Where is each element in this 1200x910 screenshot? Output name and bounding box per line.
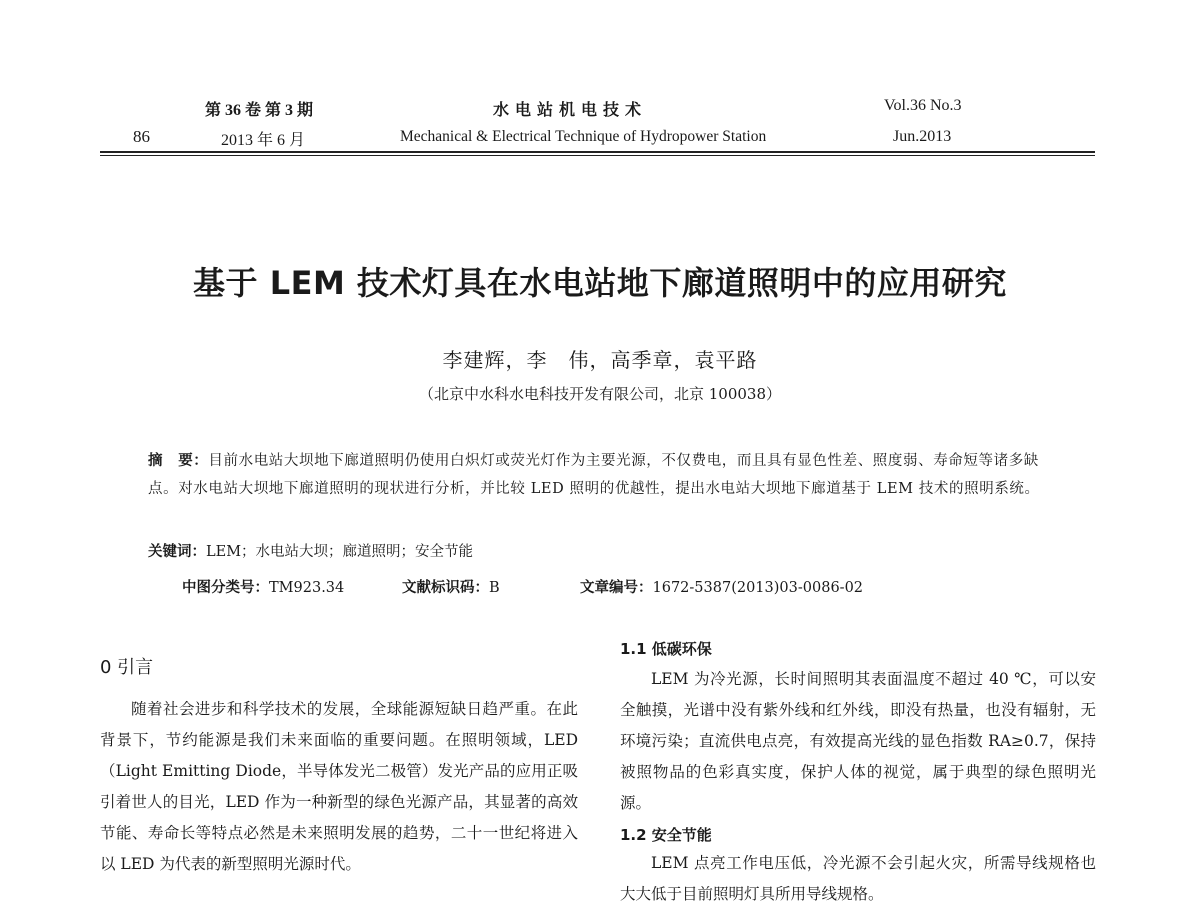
clc-value: TM923.34	[269, 580, 345, 596]
article-number	[580, 576, 863, 597]
clc-number	[182, 576, 344, 597]
abstract	[148, 447, 1058, 503]
section-1-2-heading: 1.2 安全节能	[620, 826, 712, 844]
section-1-1-paragraph: LEM 为冷光源，长时间照明其表面温度不超过 40 ℃，可以安全触摸，光谱中没有紫外线和红外线，即没有热量，也没有辐射，无环境污染；直流供电点亮，有效提高光线的显色指数 RA≥0.7，保持被照物品的色彩真实度，保护人体的视觉，属于典型的绿色照明光源。	[620, 670, 1096, 812]
doc-label: 文献标识码：	[402, 580, 489, 596]
header-journal-cn: 水 电 站 机 电 技 术	[493, 102, 643, 119]
paper-title: 基于 LEM 技术灯具在水电站地下廊道照明中的应用研究	[193, 264, 1007, 302]
header-volume-en: Vol.36 No.3	[884, 97, 962, 114]
document-code	[402, 576, 500, 597]
header-journal-en: Mechanical & Electrical Technique of Hydropower Station	[400, 128, 767, 145]
article-value: 1672-5387(2013)03-0086-02	[652, 580, 864, 596]
page-number: 86	[133, 127, 150, 146]
keywords-text: LEM；水电站大坝；廊道照明；安全节能	[206, 544, 474, 560]
doc-value: B	[489, 580, 500, 596]
article-label: 文章编号：	[580, 580, 653, 596]
abstract-label: 摘 要：	[148, 453, 209, 469]
clc-label: 中图分类号：	[182, 580, 269, 596]
section-1-2-paragraph: LEM 点亮工作电压低，冷光源不会引起火灾，所需导线规格也大大低于目前照明灯具所用导线规格。	[620, 854, 1096, 903]
affiliation: （北京中水科水电科技开发有限公司，北京 100038）	[418, 385, 782, 403]
keywords	[148, 540, 473, 561]
header-rule-thick	[100, 151, 1095, 153]
intro-body	[100, 694, 578, 880]
header-date-en: Jun.2013	[893, 128, 952, 145]
intro-heading: 0 引言	[100, 657, 154, 678]
keywords-label: 关键词：	[148, 544, 206, 560]
abstract-text: 目前水电站大坝地下廊道照明仍使用白炽灯或荧光灯作为主要光源，不仅费电，而且具有显色性差、照度弱、寿命短等诸多缺点。对水电站大坝地下廊道照明的现状进行分析，并比较 LED 照明的优越性，提出水电站大坝地下廊道基于 LEM 技术的照明系统。	[148, 453, 1040, 497]
header-date-cn: 2013 年 6 月	[221, 132, 306, 149]
author-list: 李建辉，李 伟，高季章，袁平路	[442, 348, 758, 372]
header-rule-thin	[100, 155, 1095, 156]
section-1-2-body	[620, 848, 1096, 910]
header-volume-cn: 第 36 卷 第 3 期	[205, 102, 314, 119]
section-1-1-body	[620, 664, 1096, 819]
intro-paragraph: 随着社会进步和科学技术的发展，全球能源短缺日趋严重。在此背景下，节约能源是我们未来面临的重要问题。在照明领域，LED（Light Emitting Diode，半导体发光二极管）发光产品的应用正吸引着世人的目光，LED 作为一种新型的绿色光源产品，其显著的高效节能、寿命长等特点必然是未来照明发展的趋势，二十一世纪将进入以 LED 为代表的新型照明光源时代。	[100, 700, 578, 873]
section-1-1-heading: 1.1 低碳环保	[620, 640, 712, 658]
